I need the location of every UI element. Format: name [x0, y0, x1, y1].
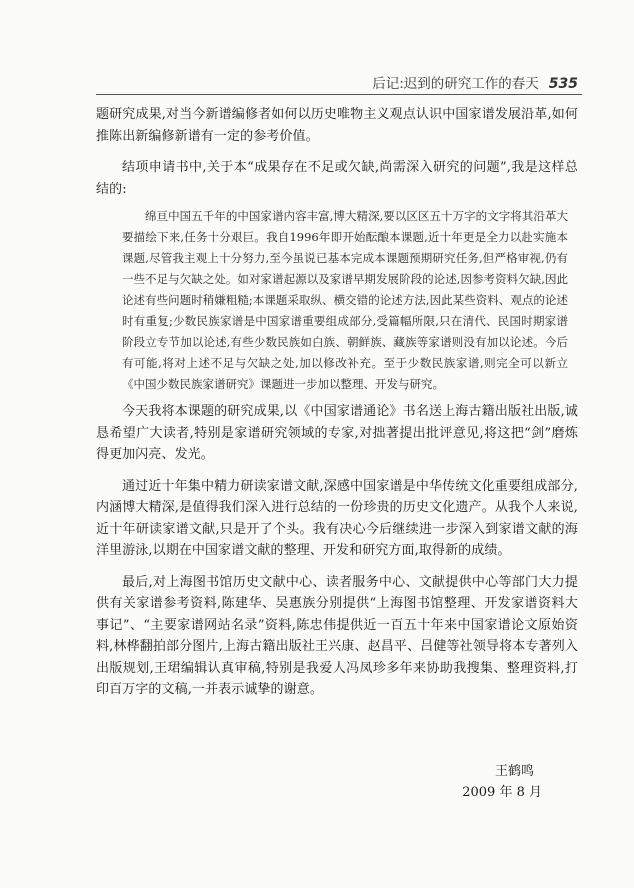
paragraph-publication: 今天我将本课题的研究成果,以《中国家谱通论》书名送上海古籍出版社出版,诚恳希望广大读者,特别是家谱研究领域的专家,对拙著提出批评意见,将这把“剑”磨炼得更加闪亮、发光。 — [96, 404, 578, 462]
paragraph-continued: 题研究成果,对当今新谱编修者如何以历史唯物主义观点认识中国家谱发展沿革,如何推陈出新编修新谱有一定的参考价值。 — [96, 107, 578, 144]
running-title: 后记:迟到的研究工作的春天 — [372, 76, 539, 92]
author-signature: 王鹤鸣 — [494, 764, 534, 779]
paragraph-reflection: 通过近十年集中精力研读家谱文献,深感中国家谱是中华传统文化重要组成部分,内涵博大精深,是值得我们深入进行总结的一份珍贵的历史文化遗产。从我个人来说,近十年研读家谱文献,只是开了个头。我有决心今后继续进一步深入到家谱文献的海洋里游泳,以期在中国家谱文献的整理、开发和研究方面,取得新的成绩。 — [96, 478, 578, 558]
paragraph-acknowledgements: 最后,对上海图书馆历史文献中心、读者服务中心、文献提供中心等部门大力提供有关家谱参考资料,陈建华、吴惠族分别提供“上海图书馆整理、开发家谱资料大事记”、“主要家谱网站名录”资料,陈忠伟提供近一百五十年来中国家谱论文原始资料,林桦翻拍部分图片,上海古籍出版社王兴康、赵昌平、吕健等社领导将本专著列入出版规划,王珺编辑认真审稿,特别是我爱人冯凤珍多年来协助我搜集、整理资料,打印百万字的文稿,一并表示诚挚的谢意。 — [96, 574, 578, 697]
block-quote: 绵亘中国五千年的中国家谱内容丰富,博大精深,要以区区五十万字的文字将其沿革大要描绘下来,任务十分艰巨。我自1996年即开始酝酿本课题,近十年更是全力以赴实施本课题,尽管我主观上十分努力,至今虽说已基本完成本课题预期研究任务,但严格审视,仍有一些不足与欠缺之处。如对家谱起源以及家谱早期发展阶段的论述,因参考资料欠缺,因此论述有些问题时稍嫌粗糙;本课题采取纵、横交错的论述方法,因此某些资料、观点的论述时有重复;少数民族家谱是中国家谱重要组成部分,受篇幅所限,只在清代、民国时期家谱阶段立专节加以论述,有些少数民族如白族、朝鲜族、藏族等家谱则没有加以论述。今后有可能,将对上述不足与欠缺之处,加以修改补充。至于少数民族家谱,则完全可以新立《中国少数民族家谱研究》课题进一步加以整理、开发与研究。 — [122, 209, 568, 391]
page-number: 535 — [548, 76, 578, 92]
paragraph-summary-intro: 结项申请书中,关于本“成果存在不足或欠缺,尚需深入研究的问题”,我是这样总结的: — [96, 160, 578, 197]
running-header — [372, 72, 578, 92]
body-text — [96, 104, 578, 701]
signature-date: 2009 年 8 月 — [462, 785, 542, 800]
header-rule — [96, 94, 582, 95]
